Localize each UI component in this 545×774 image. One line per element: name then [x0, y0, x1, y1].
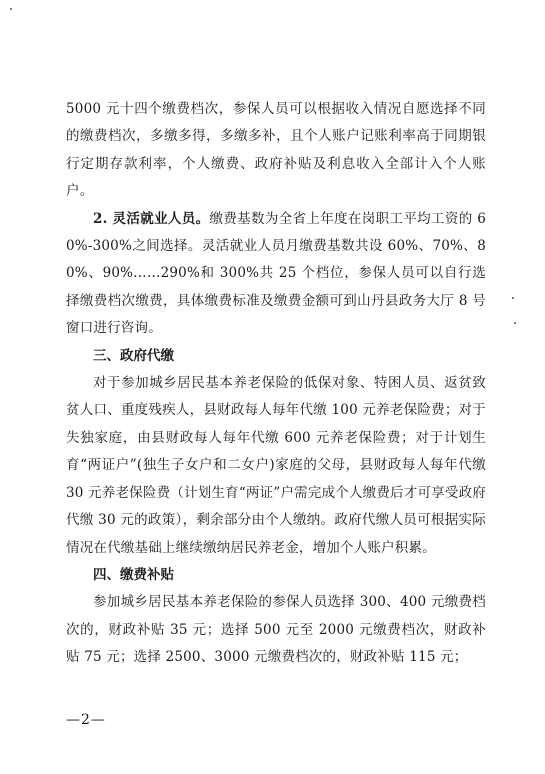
document-body: [66, 96, 486, 672]
paragraph-contribution-subsidy: 参加城乡居民基本养老保险的参保人员选择 300、400 元缴费档次的，财政补贴 35 元；选择 500 元至 2000 元缴费档次，财政补贴 75 元；选择 2500、3000 元缴费档次的，财政补贴 115 元；: [66, 594, 486, 666]
page-number: —2—: [66, 712, 106, 728]
scan-speck: [512, 297, 514, 299]
heading-contribution-subsidy: 四、缴费补贴: [93, 566, 174, 583]
heading-government-payment: 三、政府代缴: [93, 347, 174, 364]
paragraph-flexible-employment-text: 缴费基数为全省上年度在岗职工平均工资的 60%-300%之间选择。灵活就业人员月缴费基数共设 60%、70%、80%、90%……290%和 300%共 25 个档位，参保人员可以自行选择缴费档次缴费，具体缴费标准及缴费金额可到山丹县政务大厅 8 号窗口进行咨询。: [66, 210, 486, 337]
paragraph-contribution-tiers: 5000 元十四个缴费档次，参保人员可以根据收入情况自愿选择不同的缴费档次，多缴多得，多缴多补，且个人账户记账利率高于同期银行定期存款利率，个人缴费、政府补贴及利息收入全部计入个人账户。: [66, 101, 486, 200]
scan-speck: [10, 8, 12, 10]
paragraph-flexible-employment: [66, 206, 486, 343]
paragraph-government-payment: 对于参加城乡居民基本养老保险的低保对象、特困人员、返贫致贫人口、重度残疾人，县财政每人每年代缴 100 元养老保险费；对于失独家庭，由县财政每人每年代缴 600 元养老保险费；对于计划生育“两证户”(独生子女户和二女户)家庭的父母，县财政每人每年代缴 30 元养老保险费（计划生育“两证”户需完成个人缴费后才可享受政府代缴 30 元的政策），剩余部分由个人缴纳。政府代缴人员可根据实际情况在代缴基础上继续缴纳居民养老金，增加个人账户积累。: [66, 375, 486, 556]
scan-speck: [514, 322, 516, 324]
subheading-flexible-employment: 2. 灵活就业人员。: [93, 210, 210, 227]
